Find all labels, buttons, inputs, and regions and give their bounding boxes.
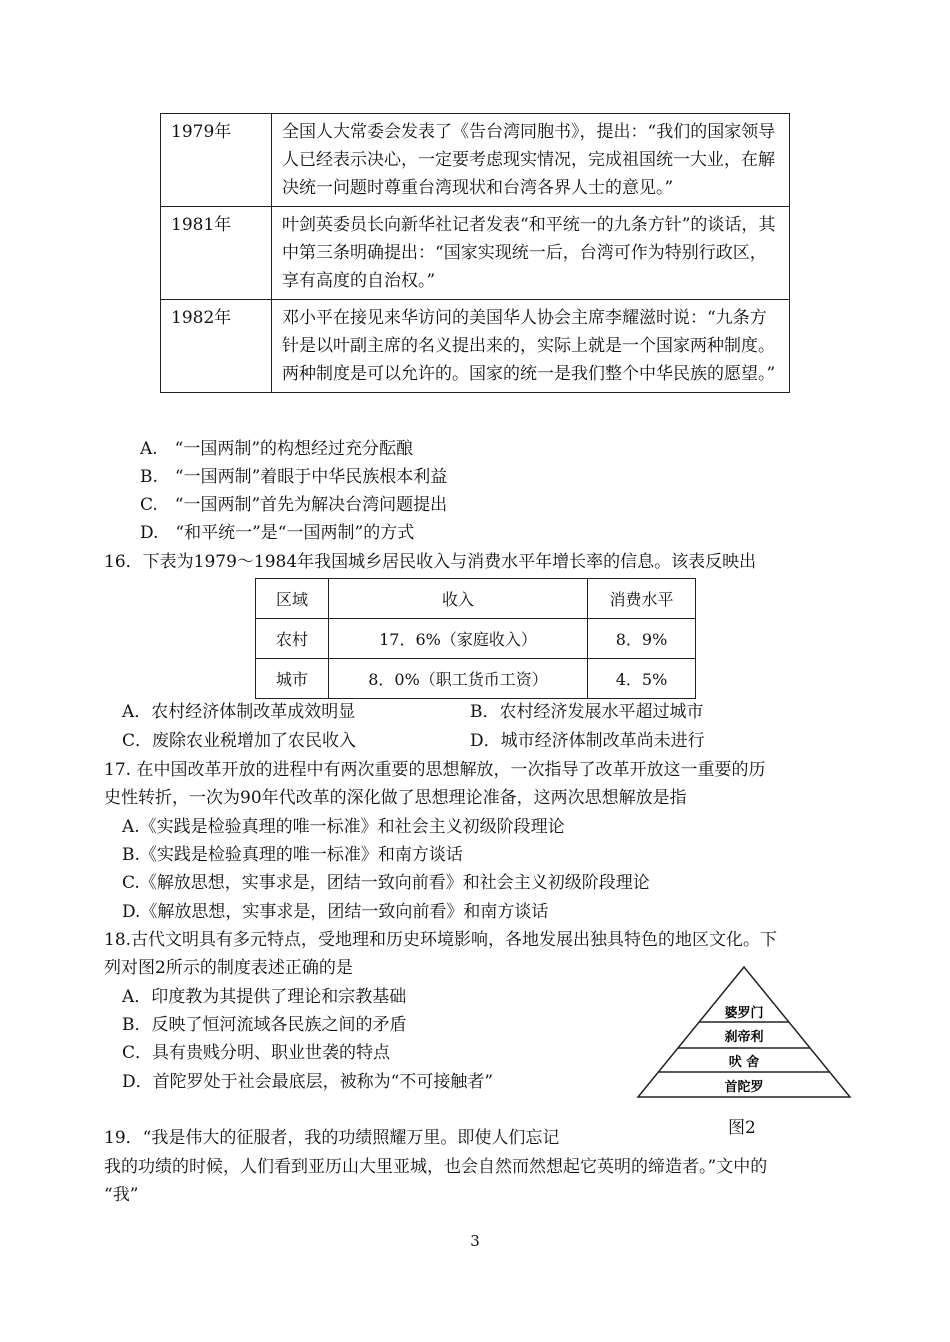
table-row <box>256 659 696 699</box>
level-shudra: 首陀罗 <box>724 1080 764 1095</box>
table-row <box>161 207 790 300</box>
text-cell: 全国人大常委会发表了《告台湾同胞书》，提出：“我们的国家领导人已经表示决心，一定要考虑现实情况，完成祖国统一大业，在解决统一问题时尊重台湾现状和台湾各界人士的意见。” <box>272 114 790 207</box>
table-row <box>161 300 790 393</box>
q18-option-c: C．具有贵贱分明、职业世袭的特点 <box>122 1043 391 1063</box>
consumption-cell: 8．9% <box>588 619 696 659</box>
q18-option-a: A．印度教为其提供了理论和宗教基础 <box>122 987 407 1007</box>
header-income: 收入 <box>329 579 588 619</box>
page-number: 3 <box>470 1232 480 1250</box>
figure-caption: 图2 <box>728 1118 756 1138</box>
level-brahmin: 婆罗门 <box>724 1006 764 1021</box>
q15-option-a: A. “一国两制”的构想经过充分酝酿 <box>140 439 414 459</box>
text-cell: 叶剑英委员长向新华社记者发表“和平统一的九条方针”的谈话，其中第三条明确提出：“国家实现统一后，台湾可作为特别行政区，享有高度的自治权。” <box>272 207 790 300</box>
income-consumption-table <box>255 578 696 699</box>
year-cell: 1982年 <box>161 300 272 393</box>
q15-option-c: C. “一国两制”首先为解决台湾问题提出 <box>140 495 448 515</box>
q17-option-a: A.《实践是检验真理的唯一标准》和社会主义初级阶段理论 <box>122 817 565 837</box>
header-region: 区域 <box>256 579 329 619</box>
level-vaishya: 吠 舍 <box>728 1055 760 1070</box>
q17-option-d: D.《解放思想，实事求是，团结一致向前看》和南方谈话 <box>122 902 549 922</box>
q18-option-d: D．首陀罗处于社会最底层，被称为“不可接触者” <box>122 1072 494 1092</box>
q15-option-b: B. “一国两制”着眼于中华民族根本利益 <box>140 467 448 487</box>
year-cell: 1981年 <box>161 207 272 300</box>
q19-line-2: 我的功绩的时候，人们看到亚历山大里亚城，也会自然而然想起它英明的缔造者。”文中的 <box>104 1157 768 1177</box>
q16-stem: 16．下表为1979～1984年我国城乡居民收入与消费水平年增长率的信息。该表反映出 <box>104 552 757 572</box>
q16-option-c: C．废除农业税增加了农民收入 <box>122 731 357 751</box>
table-header-row <box>256 579 696 619</box>
q16-option-b: B．农村经济发展水平超过城市 <box>470 702 704 722</box>
text-cell: 邓小平在接见来华访问的美国华人协会主席李耀滋时说：“九条方针是以叶副主席的名义提出来的，实际上就是一个国家两种制度。两种制度是可以允许的。国家的统一是我们整个中华民族的愿望。” <box>272 300 790 393</box>
income-cell: 17．6%（家庭收入） <box>329 619 588 659</box>
q16-option-d: D．城市经济体制改革尚未进行 <box>470 731 705 751</box>
header-consumption: 消费水平 <box>588 579 696 619</box>
q16-option-a: A．农村经济体制改革成效明显 <box>122 702 356 722</box>
region-cell: 农村 <box>256 619 329 659</box>
consumption-cell: 4．5% <box>588 659 696 699</box>
q18-stem-line-1: 18.古代文明具有多元特点，受地理和历史环境影响，各地发展出独具特色的地区文化。下 <box>104 930 778 950</box>
level-kshatriya: 刹帝利 <box>724 1030 764 1045</box>
q17-stem-line-1: 17. 在中国改革开放的进程中有两次重要的思想解放，一次指导了改革开放这一重要的历 <box>104 760 766 780</box>
year-cell: 1979年 <box>161 114 272 207</box>
table-row <box>256 619 696 659</box>
q17-option-b: B.《实践是检验真理的唯一标准》和南方谈话 <box>122 845 463 865</box>
policy-timeline-table <box>160 113 790 393</box>
caste-pyramid-figure <box>636 965 852 1099</box>
region-cell: 城市 <box>256 659 329 699</box>
table-row <box>161 114 790 207</box>
q17-stem-line-2: 史性转折，一次为90年代改革的深化做了思想理论准备，这两次思想解放是指 <box>104 788 687 808</box>
q15-option-d: D. “和平统一”是“一国两制”的方式 <box>140 523 415 543</box>
income-cell: 8．0%（职工货币工资） <box>329 659 588 699</box>
q19-line-3: “我” <box>104 1185 139 1205</box>
q18-option-b: B．反映了恒河流域各民族之间的矛盾 <box>122 1015 407 1035</box>
q19-line-1: 19．“我是伟大的征服者，我的功绩照耀万里。即使人们忘记 <box>104 1128 560 1148</box>
q18-stem-line-2: 列对图2所示的制度表述正确的是 <box>104 958 353 978</box>
q17-option-c: C.《解放思想，实事求是，团结一致向前看》和社会主义初级阶段理论 <box>122 873 650 893</box>
